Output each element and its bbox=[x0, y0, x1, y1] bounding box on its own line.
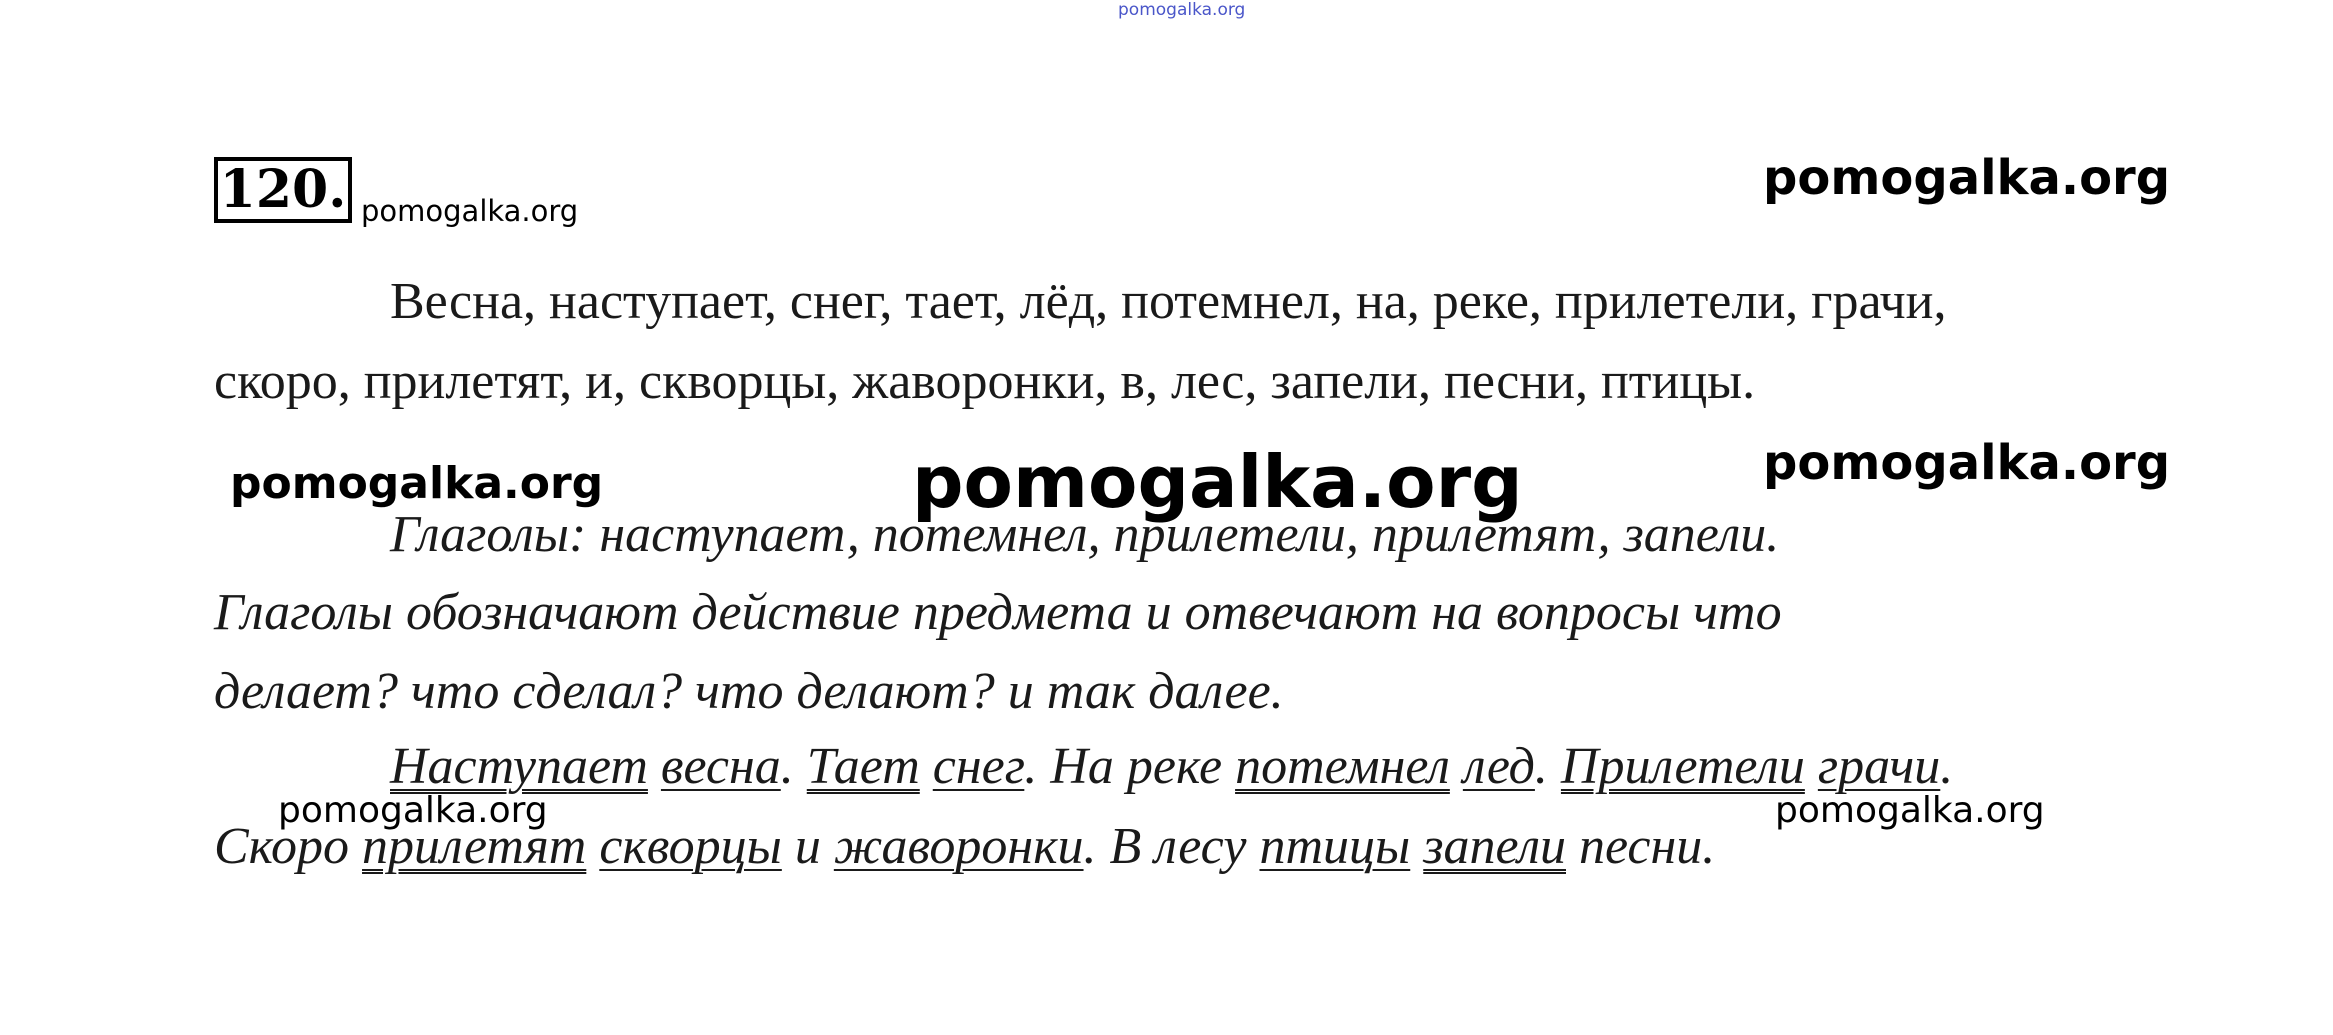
sentence-text bbox=[586, 818, 599, 875]
sentence-text: . На реке bbox=[1024, 738, 1236, 795]
sentence-text: . bbox=[780, 738, 807, 795]
watermark-right-1: pomogalka.org bbox=[1763, 150, 2171, 206]
predicate-word: прилетят bbox=[362, 818, 587, 875]
sentence-text bbox=[648, 738, 661, 795]
subject-word: жаворонки bbox=[833, 818, 1084, 875]
paragraph2-line1: Глаголы: наступает, потемнел, прилетели, прилетят, запели. bbox=[390, 506, 1780, 563]
watermark-right-2: pomogalka.org bbox=[1763, 435, 2171, 491]
subject-word: снег bbox=[932, 738, 1025, 795]
sentence-text: . bbox=[1534, 738, 1561, 795]
paragraph1-line1: Весна, наступает, снег, тает, лёд, потемнел, на, реке, прилетели, грачи, bbox=[390, 273, 1947, 330]
watermark-left-3: pomogalka.org bbox=[278, 790, 548, 831]
predicate-word: Прилетели bbox=[1560, 738, 1805, 795]
subject-word: скворцы bbox=[599, 818, 782, 875]
watermark-center: pomogalka.org bbox=[912, 440, 1523, 524]
subject-word: весна bbox=[660, 738, 781, 795]
sentence-text: песни. bbox=[1566, 818, 1716, 875]
sentence-text: Скоро bbox=[214, 818, 363, 875]
paragraph1-line2: скоро, прилетят, и, скворцы, жаворонки, в, лес, запели, песни, птицы. bbox=[214, 353, 1756, 410]
watermark-right-3: pomogalka.org bbox=[1775, 790, 2045, 831]
predicate-word: Наступает bbox=[390, 738, 648, 795]
watermark-top: pomogalka.org bbox=[1118, 0, 1246, 20]
task-number: 120. bbox=[214, 157, 352, 223]
paragraph2-line3: делает? что сделал? что делают? и так далее. bbox=[214, 663, 1284, 720]
watermark-near-number: pomogalka.org bbox=[361, 194, 579, 228]
sentence-text: . В лесу bbox=[1083, 818, 1260, 875]
sentence-text bbox=[920, 738, 933, 795]
subject-word: грачи bbox=[1817, 738, 1941, 795]
watermark-left-2: pomogalka.org bbox=[230, 458, 604, 509]
predicate-word: запели bbox=[1423, 818, 1566, 875]
sentence-text: . bbox=[1940, 738, 1954, 795]
paragraph3-line1 bbox=[390, 737, 1953, 797]
subject-word: лед bbox=[1462, 738, 1535, 795]
subject-word: птицы bbox=[1259, 818, 1411, 875]
sentence-text: и bbox=[781, 818, 834, 875]
predicate-word: потемнел bbox=[1235, 738, 1450, 795]
sentence-text bbox=[1450, 738, 1463, 795]
sentence-text bbox=[1410, 818, 1423, 875]
predicate-word: Тает bbox=[806, 738, 920, 795]
paragraph2-line2: Глаголы обозначают действие предмета и отвечают на вопросы что bbox=[214, 584, 1782, 641]
sentence-text bbox=[1805, 738, 1818, 795]
